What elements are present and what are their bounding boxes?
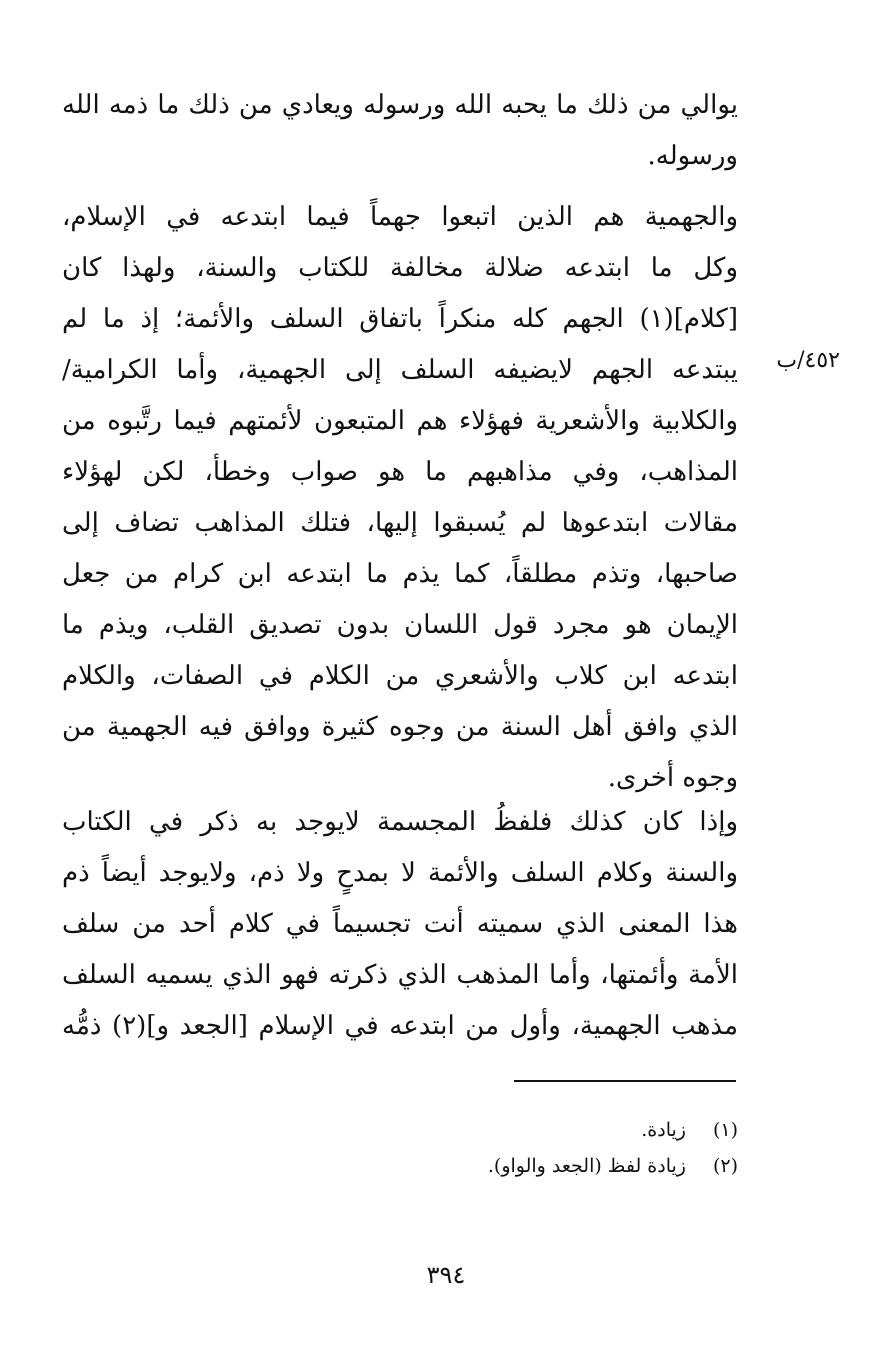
- footnote-text: زيادة.: [641, 1119, 686, 1141]
- paragraph-2: [62, 192, 738, 804]
- text-line: يبتدعه الجهم لايضيفه السلف إلى الجهمية، وأما الكرامية/: [62, 355, 738, 385]
- paragraph-1: [62, 80, 738, 182]
- manuscript-folio-reference: ٤٥٢/ب: [776, 348, 840, 373]
- text-line: الإيمان هو مجرد قول اللسان بدون تصديق القلب، ويذم ما: [62, 610, 738, 640]
- paragraph-3: [62, 797, 738, 1052]
- text-line: هذا المعنى الذي سميته أنت تجسيماً في كلام أحد من سلف: [62, 909, 738, 939]
- text-line: [كلام](١) الجهم كله منكراً باتفاق السلف والأئمة؛ إذ ما لم: [62, 304, 738, 334]
- text-line: مذهب الجهمية، وأول من ابتدعه في الإسلام [الجعد و](٢) ذمُّه: [62, 1011, 738, 1041]
- page-number: ٣٩٤: [426, 1261, 466, 1289]
- text-line: ابتدعه ابن كلاب والأشعري من الكلام في الصفات، والكلام: [62, 661, 738, 691]
- text-line: وكل ما ابتدعه ضلالة مخالفة للكتاب والسنة، ولهذا كان: [62, 253, 738, 283]
- footnote-number: (٢): [712, 1155, 738, 1177]
- footnote-separator: [514, 1080, 736, 1082]
- text-line: والسنة وكلام السلف والأئمة لا بمدحٍ ولا ذم، ولايوجد أيضاً ذم: [62, 858, 738, 888]
- text-line: مقالات ابتدعوها لم يُسبقوا إليها، فتلك المذاهب تضاف إلى: [62, 508, 738, 538]
- footnote-2: [300, 1148, 738, 1184]
- text-line: والكلابية والأشعرية فهؤلاء هم المتبعون لأئمتهم فيما رتَّبوه من: [62, 406, 738, 436]
- footnote-1: [300, 1112, 738, 1148]
- text-line: صاحبها، وتذم مطلقاً، كما يذم ما ابتدعه ابن كرام من جعل: [62, 559, 738, 589]
- footnote-text: زيادة لفظ (الجعد والواو).: [487, 1155, 686, 1177]
- text-line: الذي وافق أهل السنة من وجوه كثيرة ووافق فيه الجهمية من: [62, 712, 738, 742]
- text-line: والجهمية هم الذين اتبعوا جهماً فيما ابتدعه في الإسلام،: [62, 202, 738, 232]
- footnotes: [300, 1112, 738, 1184]
- text-line: المذاهب، وفي مذاهبهم ما هو صواب وخطأ، لكن لهؤلاء: [62, 457, 738, 487]
- text-line: الأمة وأئمتها، وأما المذهب الذي ذكرته فهو الذي يسميه السلف: [62, 960, 738, 990]
- text-line: ورسوله.: [647, 141, 738, 171]
- text-line: يوالي من ذلك ما يحبه الله ورسوله ويعادي من ذلك ما ذمه الله: [62, 90, 738, 120]
- text-line: وإذا كان كذلك فلفظُ المجسمة لايوجد به ذكر في الكتاب: [62, 807, 738, 837]
- text-line: وجوه أخرى.: [607, 763, 738, 793]
- footnote-number: (١): [712, 1119, 738, 1141]
